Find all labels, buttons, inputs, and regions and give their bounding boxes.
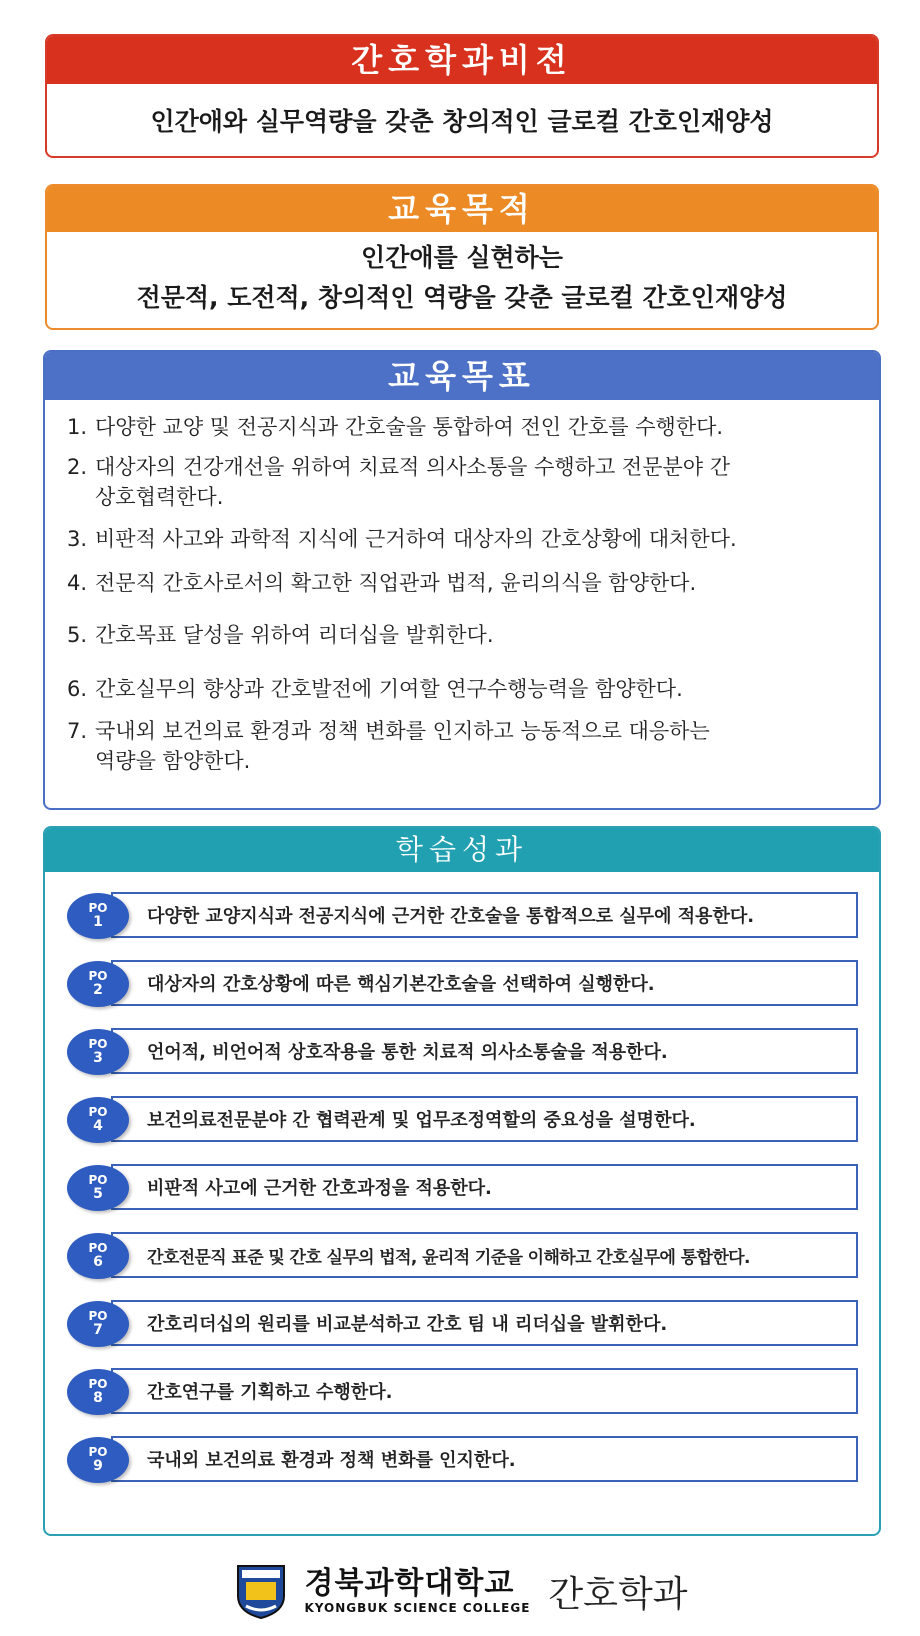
po-badge	[67, 1301, 129, 1347]
po-number: 2	[93, 982, 103, 998]
po-number: 8	[93, 1390, 103, 1406]
goals-title: 교육목표	[45, 352, 879, 400]
vision-text: 인간애와 실무역량을 갖춘 창의적인 글로컬 간호인재양성	[150, 107, 774, 136]
po-label: PO	[88, 1445, 108, 1459]
outcome-row	[67, 1300, 862, 1350]
po-label: PO	[88, 1241, 108, 1255]
goal-item	[67, 674, 867, 704]
goal-number: 7.	[67, 719, 88, 743]
goal-text: 국내외 보건의료 환경과 정책 변화를 인지하고 능동적으로 대응하는	[95, 719, 710, 743]
po-badge	[67, 1369, 129, 1415]
goals-box	[43, 350, 881, 810]
outcomes-box	[43, 826, 881, 1536]
po-number: 4	[93, 1118, 103, 1134]
outcome-row	[67, 892, 862, 942]
outcome-row	[67, 1096, 862, 1146]
outcome-text: 국내외 보건의료 환경과 정책 변화를 인지한다.	[111, 1436, 858, 1482]
goal-text: 비판적 사고와 과학적 지식에 근거하여 대상자의 간호상황에 대처한다.	[95, 527, 737, 551]
purpose-title: 교육목적	[47, 186, 877, 232]
goal-item	[67, 412, 867, 442]
college-name-kr: 경북과학대학교	[304, 1566, 515, 1601]
goal-text: 다양한 교양 및 전공지식과 간호술을 통합하여 전인 간호를 수행한다.	[95, 415, 724, 439]
outcome-row	[67, 1368, 862, 1418]
po-number: 5	[93, 1186, 103, 1202]
po-label: PO	[88, 1037, 108, 1051]
po-badge	[67, 1165, 129, 1211]
po-number: 7	[93, 1322, 103, 1338]
vision-box	[45, 34, 879, 158]
college-name-en: KYONGBUK SCIENCE COLLEGE	[304, 1601, 531, 1615]
goal-number: 6.	[67, 677, 88, 701]
po-label: PO	[88, 969, 108, 983]
outcome-row	[67, 1232, 862, 1282]
goal-number: 3.	[67, 527, 88, 551]
po-badge	[67, 961, 129, 1007]
goal-item	[67, 620, 867, 650]
po-badge	[67, 1097, 129, 1143]
po-label: PO	[88, 901, 108, 915]
department-name: 간호학과	[548, 1573, 688, 1615]
college-logo-text	[304, 1567, 530, 1615]
purpose-line-2: 전문적, 도전적, 창의적인 역량을 갖춘 글로컬 간호인재양성	[136, 283, 788, 312]
outcome-text: 보건의료전문분야 간 협력관계 및 업무조정역할의 중요성을 설명한다.	[111, 1096, 858, 1142]
po-badge	[67, 1029, 129, 1075]
goal-item	[67, 524, 867, 554]
goal-text: 전문직 간호사로서의 확고한 직업관과 법적, 윤리의식을 함양한다.	[95, 571, 697, 595]
outcome-text: 간호연구를 기획하고 수행한다.	[111, 1368, 858, 1414]
goal-number: 4.	[67, 571, 88, 595]
goal-item	[67, 452, 867, 512]
po-badge	[67, 1437, 129, 1483]
outcome-row	[67, 960, 862, 1010]
po-badge	[67, 893, 129, 939]
po-label: PO	[88, 1105, 108, 1119]
purpose-line-1: 인간애를 실현하는	[361, 243, 563, 272]
po-number: 3	[93, 1050, 103, 1066]
outcome-row	[67, 1164, 862, 1214]
purpose-text	[47, 232, 877, 318]
po-label: PO	[88, 1377, 108, 1391]
vision-title: 간호학과비전	[47, 36, 877, 84]
outcomes-title: 학습성과	[45, 828, 879, 872]
outcome-row	[67, 1028, 862, 1078]
outcome-text: 간호리더십의 원리를 비교분석하고 간호 팀 내 리더십을 발휘한다.	[111, 1300, 858, 1346]
outcome-text: 간호전문직 표준 및 간호 실무의 법적, 윤리적 기준을 이해하고 간호실무에 통합한다.	[111, 1232, 858, 1278]
po-label: PO	[88, 1173, 108, 1187]
po-number: 1	[93, 914, 103, 930]
po-label: PO	[88, 1309, 108, 1323]
footer	[0, 1556, 920, 1626]
goal-item	[67, 716, 867, 776]
outcome-text: 언어적, 비언어적 상호작용을 통한 치료적 의사소통술을 적용한다.	[111, 1028, 858, 1074]
goal-text: 간호실무의 향상과 간호발전에 기여할 연구수행능력을 함양한다.	[95, 677, 683, 701]
outcome-text: 다양한 교양지식과 전공지식에 근거한 간호술을 통합적으로 실무에 적용한다.	[111, 892, 858, 938]
outcome-text: 대상자의 간호상황에 따른 핵심기본간호술을 선택하여 실행한다.	[111, 960, 858, 1006]
goal-text: 대상자의 건강개선을 위하여 치료적 의사소통을 수행하고 전문분야 간	[95, 455, 731, 479]
goal-item	[67, 568, 867, 598]
goal-number: 5.	[67, 623, 88, 647]
goal-text: 간호목표 달성을 위하여 리더십을 발휘한다.	[95, 623, 494, 647]
college-emblem-icon	[232, 1562, 290, 1620]
goal-text-continued: 상호협력한다.	[95, 485, 224, 509]
po-badge	[67, 1233, 129, 1279]
goal-text-continued: 역량을 함양한다.	[95, 749, 251, 773]
goal-number: 2.	[67, 455, 88, 479]
outcome-row	[67, 1436, 862, 1486]
po-number: 6	[93, 1254, 103, 1270]
outcome-text: 비판적 사고에 근거한 간호과정을 적용한다.	[111, 1164, 858, 1210]
purpose-box	[45, 184, 879, 330]
goal-number: 1.	[67, 415, 88, 439]
po-number: 9	[93, 1458, 103, 1474]
